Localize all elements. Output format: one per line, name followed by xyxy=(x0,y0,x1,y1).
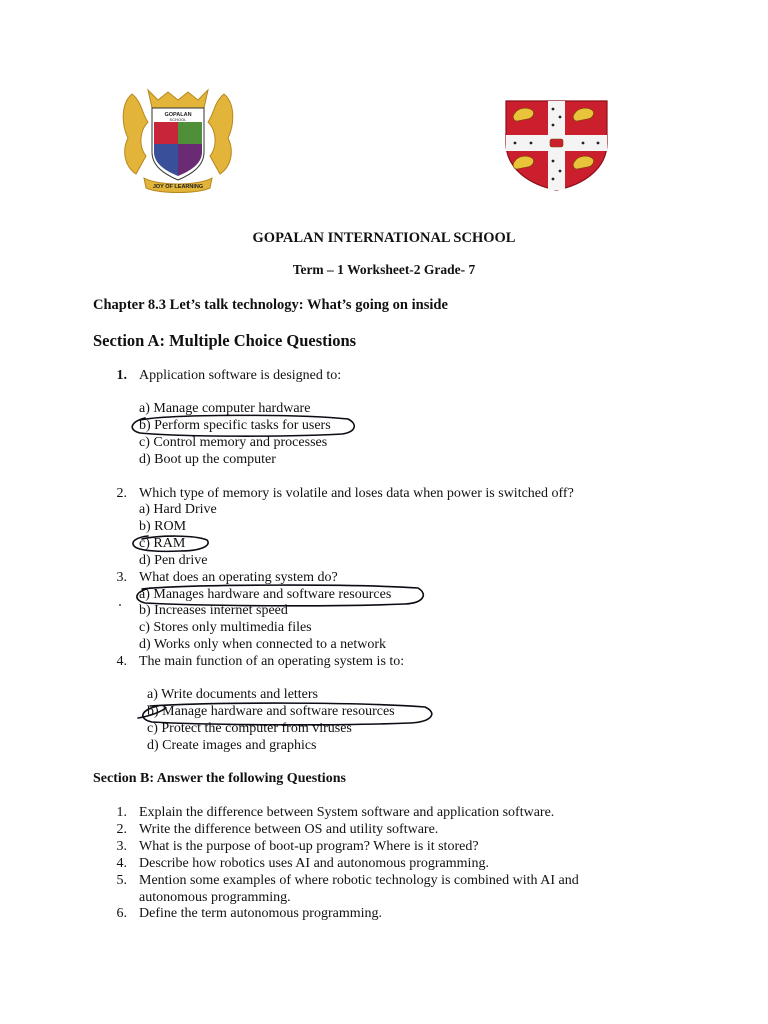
question-text-continued: autonomous programming. xyxy=(139,890,291,905)
option-item: a) Manage computer hardware xyxy=(139,401,311,416)
option-item: c) Stores only multimedia files xyxy=(139,620,312,635)
section-b-title xyxy=(93,770,346,787)
section-a-title: Section A: Multiple Choice Questions xyxy=(93,331,357,350)
option-item: c) RAM xyxy=(139,536,186,551)
option-item: c) Protect the computer from viruses xyxy=(147,721,352,736)
option-item: d) Boot up the computer xyxy=(139,452,276,467)
option-item: b) Manage hardware and software resources xyxy=(147,704,395,719)
question-number: 3. xyxy=(116,839,127,854)
section-b-title-rest: : Answer the following Questions xyxy=(149,771,346,786)
question-text: What is the purpose of boot-up program? Where is it stored? xyxy=(139,839,479,854)
crest-top-text: GOPALAN xyxy=(164,112,192,118)
question-number: 5. xyxy=(116,873,127,888)
option-item: a) Write documents and letters xyxy=(147,687,319,702)
ink-dot xyxy=(119,604,121,606)
answer-circle-q4 xyxy=(143,703,432,725)
question-number: 3. xyxy=(116,570,127,585)
answer-circle-q3 xyxy=(137,585,423,606)
answer-circle-q2 xyxy=(133,536,208,551)
school-name: GOPALAN INTERNATIONAL SCHOOL xyxy=(252,230,516,246)
question-number: 1. xyxy=(116,368,127,383)
question-number: 1. xyxy=(116,805,127,820)
question-number: 2. xyxy=(116,822,127,837)
question-text: Write the difference between OS and utility software. xyxy=(139,822,439,837)
option-item: a) Manages hardware and software resources xyxy=(139,587,392,602)
question-number: 6. xyxy=(116,906,127,921)
question-text: Which type of memory is volatile and loses data when power is switched off? xyxy=(139,486,574,501)
question-number: 2. xyxy=(116,486,127,501)
question-number: 4. xyxy=(116,856,127,871)
question-text: Application software is designed to: xyxy=(139,368,342,383)
answer-circle-q1 xyxy=(132,415,354,436)
option-item: a) Hard Drive xyxy=(139,502,217,517)
crest-ribbon-text: JOY OF LEARNING xyxy=(152,184,204,190)
question-text: Define the term autonomous programming. xyxy=(139,906,382,921)
question-text: Mention some examples of where robotic technology is combined with AI and xyxy=(139,873,579,888)
question-text: What does an operating system do? xyxy=(139,570,338,585)
answer-tail-q4 xyxy=(138,708,166,718)
option-item: d) Works only when connected to a network xyxy=(139,637,387,652)
option-item: b) Perform specific tasks for users xyxy=(139,418,331,433)
option-item: b) Increases internet speed xyxy=(139,603,288,618)
chapter-title: Chapter 8.3 Let’s talk technology: What’s going on inside xyxy=(93,297,448,313)
option-item: d) Pen drive xyxy=(139,553,208,568)
question-number: 4. xyxy=(116,654,127,669)
option-item: c) Control memory and processes xyxy=(139,435,328,450)
crest-sub-text: SCHOOL xyxy=(169,117,187,122)
question-text: Describe how robotics uses AI and autonomous programming. xyxy=(139,856,489,871)
section-b-title-bold: Section B xyxy=(93,771,150,786)
option-item: d) Create images and graphics xyxy=(147,738,317,753)
worksheet-term-line: Term – 1 Worksheet-2 Grade- 7 xyxy=(292,262,476,277)
question-text: The main function of an operating system is to: xyxy=(139,654,405,669)
question-text: Explain the difference between System software and application software. xyxy=(139,805,555,820)
option-item: b) ROM xyxy=(139,519,187,534)
